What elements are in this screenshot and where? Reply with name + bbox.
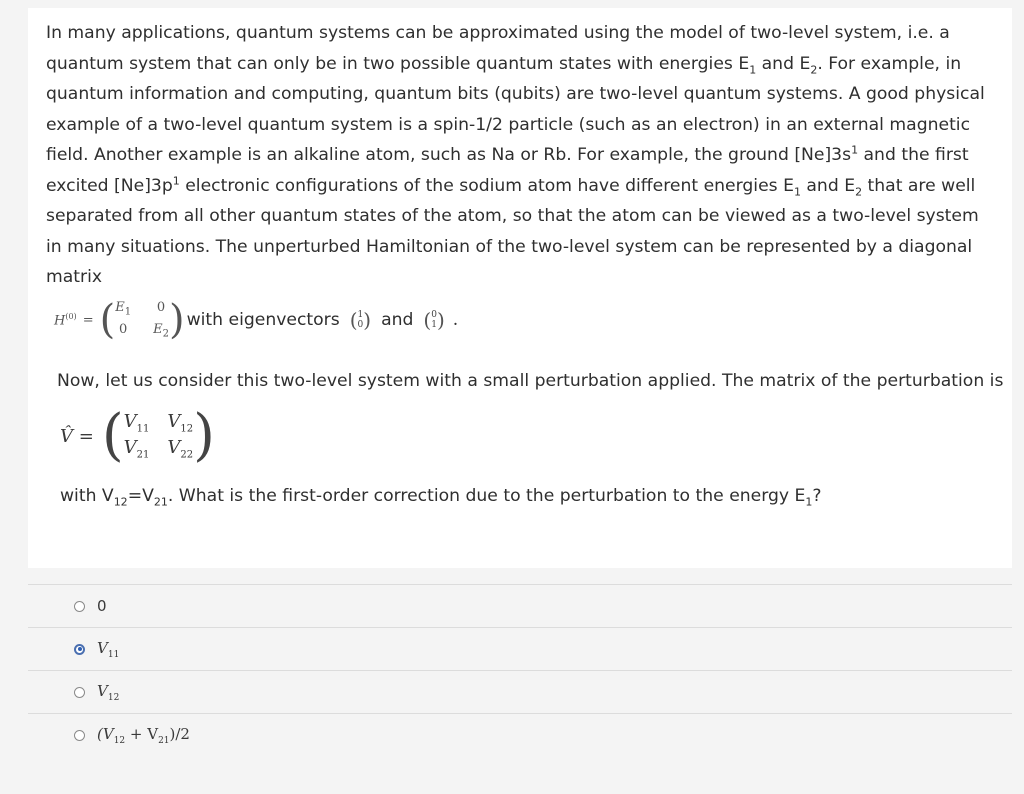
question-prompt: with $V_{12}=V_{21}$. What is the first-order correction due to the perturbation to the energy $E_1$? xyxy=(60,486,822,509)
question-intro: In many applications, quantum systems can be approximated using the model of two-level system, i.e. a quantum system that can only be in two possible quantum states with energies $E_1$ and $E_2$. For example, in quantum information and computing, quantum bits (qubits) are two-level quantum systems. A good physical example of a two-level quantum system is a spin-1/2 particle (such as an electron) in an external magnetic field. Another example is an alkaline atom, such as Na or Rb. For example, the ground $[Ne]3s^1$ and the first excited $[Ne]3p^1$ electronic configurations of the sodium atom have different energies $E_1$ and $E_2$ that are well separated from all other quantum states of the atom, so that the atom can be viewed as a two-level system in many situations. The unperturbed Hamiltonian of the two-level system can be represented by a diagonal matrix xyxy=(46,23,985,287)
eigenvector-1: ( 1 0 ) xyxy=(349,308,372,332)
perturbation-text: Now, let us consider this two-level system with a small perturbation applied. The matrix of the perturbation is xyxy=(57,371,1004,391)
eigenvector-2: ( 0 1 ) xyxy=(423,308,445,332)
radio-button[interactable] xyxy=(74,601,85,612)
option-label: $V_{12}$ xyxy=(97,681,120,703)
and-text: and xyxy=(381,310,414,330)
h0-symbol: $H^{(0)}$ xyxy=(54,311,77,329)
v-matrix: $V_{11}$ $V_{12}$ $V_{21}$ $V_{22}$ xyxy=(123,411,194,461)
option-v11[interactable] xyxy=(28,627,1012,670)
option-0[interactable] xyxy=(28,584,1012,627)
radio-button-selected[interactable] xyxy=(74,644,85,655)
h0-matrix: $E_1$ 0 0 $E_2$ xyxy=(115,300,169,340)
equals-sign: = xyxy=(82,312,94,328)
option-label: 0 xyxy=(97,597,107,615)
with-eigenvectors-text: with eigenvectors xyxy=(186,310,340,330)
radio-button[interactable] xyxy=(74,730,85,741)
option-label: $V_{11}$ xyxy=(97,638,120,660)
option-average[interactable] xyxy=(28,713,1012,756)
option-v12[interactable] xyxy=(28,670,1012,713)
perturbation-equation: V̂ = ( $V_{11}$ $V_{12}$ $V_{21}$ $V_{22}$ ) xyxy=(60,403,215,468)
option-label: $(V_{12} + V_{21})/2$ xyxy=(97,724,190,746)
period: . xyxy=(452,310,459,330)
v-hat-symbol: V̂ = xyxy=(60,425,94,447)
hamiltonian-equation: $H^{(0)}$ = ( $E_1$ 0 0 $E_2$ ) with eigenvectors ( 1 0 ) and ( 0 1 ) . xyxy=(54,297,459,343)
radio-button[interactable] xyxy=(74,687,85,698)
